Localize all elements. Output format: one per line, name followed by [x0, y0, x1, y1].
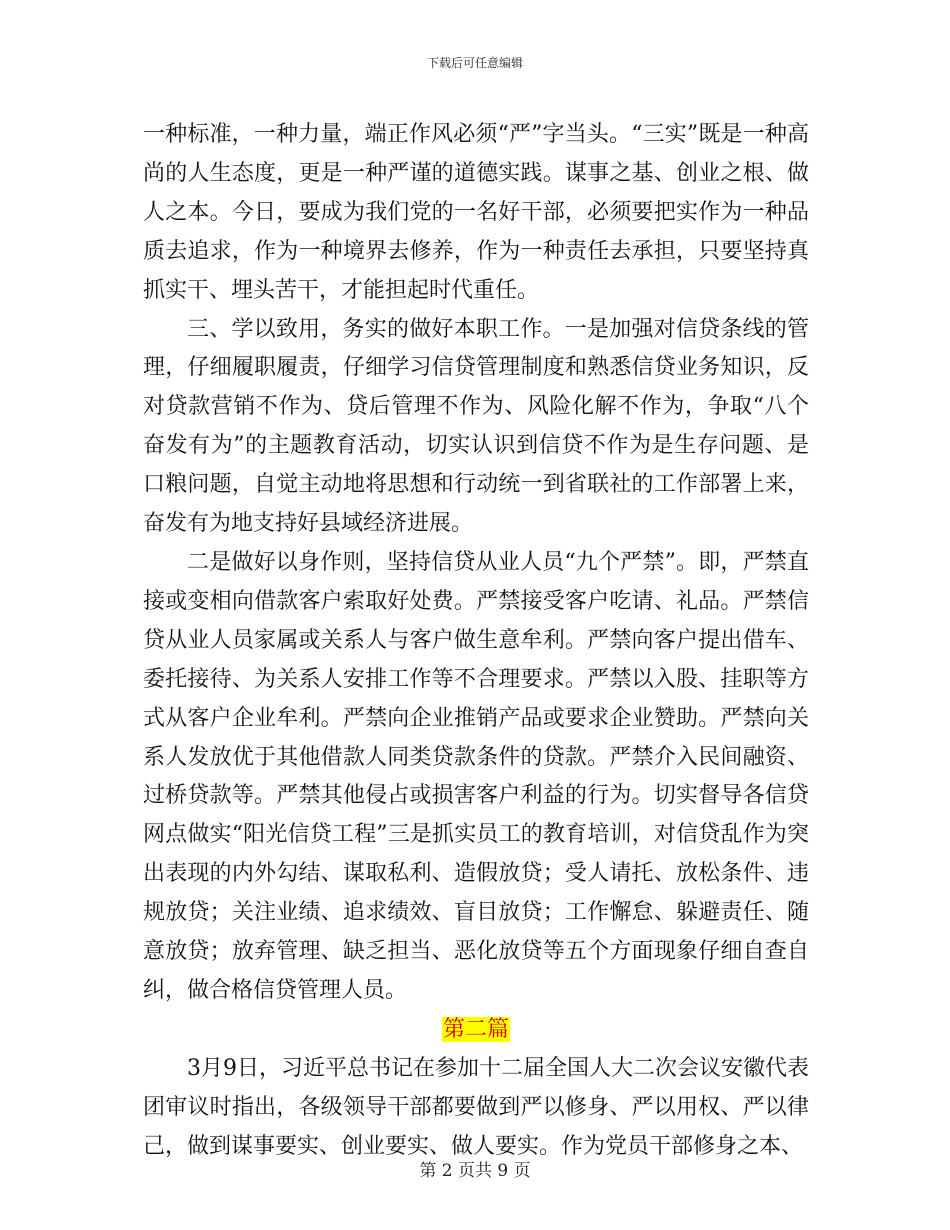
paragraph-3: 二是做好以身作则，坚持信贷从业人员“九个严禁”。即，严禁直接或变相向借款客户索取好处费。严禁接受客户吃请、礼品。严禁信贷从业人员家属或关系人与客户做生意牟利。严禁向客户提出借车、委托接待、为关系人安排工作等不合理要求。严禁以入股、挂职等方式从客户企业牟利。严禁向企业推销产品或要求企业赞助。严禁向关系人发放优于其他借款人同类贷款条件的贷款。严禁介入民间融资、过桥贷款等。严禁其他侵占或损害客户利益的行为。切实督导各信贷网点做实“阳光信贷工程”三是抓实员工的教育培训，对信贷乱作为突出表现的内外勾结、谋取私利、造假放贷；受人请托、放松条件、违规放贷；关注业绩、追求绩效、盲目放贷；工作懈怠、躲避责任、随意放贷；放弃管理、缺乏担当、恶化放贷等五个方面现象仔细自查自纠，做合格信贷管理人员。	[143, 549, 809, 1003]
paragraph-2: 三、学以致用，务实的做好本职工作。一是加强对信贷条线的管理，仔细履职履责，仔细学习信贷管理制度和熟悉信贷业务知识，反对贷款营销不作为、贷后管理不作为、风险化解不作为，争取“八个奋发有为”的主题教育活动，切实认识到信贷不作为是生存问题、是口粮问题，自觉主动地将思想和行动统一到省联社的工作部署上来，奋发有为地支持好县域经济进展。	[143, 316, 809, 537]
page-header: 下载后可任意编辑	[426, 56, 523, 70]
paragraph-1: 一种标准，一种力量，端正作风必须“严”字当头。“三实”既是一种高尚的人生态度，更是一种严谨的道德实践。谋事之基、创业之根、做人之本。今日，要成为我们党的一名好干部，必须要把实作为一种品质去追求，作为一种境界去修养，作为一种责任去承担，只要坚持真抓实干、埋头苦干，才能担起时代重任。	[143, 122, 809, 303]
section-title-highlight: 第二篇	[442, 1016, 509, 1042]
section-title	[143, 1011, 809, 1050]
document-body	[143, 116, 809, 1166]
paragraph-4: 3月9日，习近平总书记在参加十二届全国人大二次会议安徽代表团审议时指出，各级领导干部都要做到严以修身、严以用权、严以律己，做到谋事要实、创业要实、做人要实。作为党员干部修身之本、	[143, 1055, 809, 1159]
page-footer: 第 2 页共 9 页	[419, 1161, 531, 1181]
